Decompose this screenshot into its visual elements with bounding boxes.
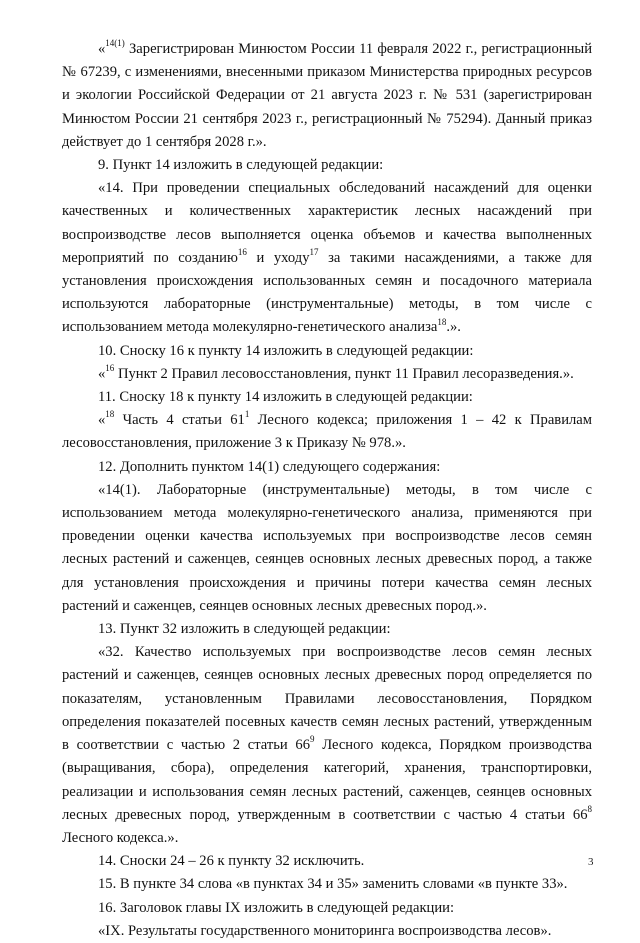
footnote-reference: 9 — [310, 734, 315, 745]
paragraph — [62, 386, 592, 409]
paragraph — [62, 873, 592, 896]
footnote-reference: 14(1) — [105, 38, 125, 49]
paragraph-text: Лесного кодекса; приложения 1 – 42 к Правилам лесовосстановления, приложение 3 к Приказу № 978.». — [62, 412, 592, 452]
paragraph-text: 11. Сноску 18 к пункту 14 изложить в следующей редакции: — [98, 389, 473, 406]
page-number: 3 — [588, 856, 594, 868]
footnote-reference: 17 — [309, 246, 319, 257]
paragraph — [62, 618, 592, 641]
paragraph-text: .». — [446, 319, 461, 336]
footnote-reference: 1 — [244, 409, 250, 420]
paragraph — [62, 177, 592, 339]
paragraph — [62, 38, 592, 154]
paragraph-text: Лесного кодекса.». — [62, 829, 179, 846]
paragraph-text: «14(1). Лабораторные (инструментальные) методы, в том числе с использованием метода молекулярно-генетического анализа, применяются при проведении оценки качества используемых при воспроизводстве лесов семян лесных растений и саженцев, сеянцев основных лесных древесных пород, а также для установления происхождения и причины потери качества семян лесных растений и саженцев, сеянцев основных лесных древесных пород.». — [62, 481, 592, 614]
paragraph — [62, 641, 592, 850]
document-body — [62, 38, 592, 943]
paragraph — [62, 363, 592, 386]
paragraph — [62, 920, 592, 943]
paragraph-text: « — [98, 41, 106, 57]
paragraph-text: «32. Качество используемых при воспроизводстве лесов семян лесных растений и саженцев, сеянцев основных лесных древесных пород определяется по показателям, установленным Правилами лесовосстановления, Порядком определения показателей посевных качеств семян лесных растений, утвержденным в соответствии с частью 2 статьи 66 — [62, 644, 592, 754]
paragraph-text: 12. Дополнить пунктом 14(1) следующего содержания: — [98, 458, 441, 475]
paragraph-text: 14. Сноски 24 – 26 к пункту 32 исключить. — [98, 853, 365, 870]
paragraph — [62, 456, 592, 479]
footnote-reference: 16 — [237, 246, 247, 257]
paragraph-text: 15. В пункте 34 слова «в пунктах 34 и 35» заменить словами «в пункте 33». — [98, 876, 568, 893]
paragraph-text: Зарегистрирован Минюстом России 11 февраля 2022 г., регистрационный № 67239, с изменениями, внесенными приказом Министерства природных ресурсов и экологии Российской Федерации от 21 августа 2023 г. № 531 (зарегистрирован Минюстом России 21 сентября 2023 г., регистрационный № 75294). Данный приказ действует до 1 сентября 2028 г.». — [62, 41, 592, 150]
paragraph-text: Часть 4 статьи 61 — [114, 412, 245, 429]
paragraph — [62, 154, 592, 177]
footnote-reference: 8 — [587, 803, 592, 814]
paragraph-text: 9. Пункт 14 изложить в следующей редакции: — [98, 157, 384, 174]
paragraph-text: «IX. Результаты государственного мониторинга воспроизводства лесов». — [98, 922, 552, 939]
footnote-reference: 16 — [105, 362, 115, 373]
paragraph — [62, 409, 592, 455]
paragraph — [62, 479, 592, 618]
paragraph-text: Лесного кодекса, Порядком производства (выращивания, сбора), определения категорий, хранения, транспортировки, реализации и использования семян лесных растений, саженцев, сеянцев основных лесных древесных пород, утвержденным в соответствии с частью 4 статьи 66 — [62, 737, 592, 823]
paragraph-text: 16. Заголовок главы IX изложить в следующей редакции: — [98, 899, 455, 916]
paragraph-text: « — [98, 365, 106, 382]
paragraph — [62, 850, 592, 873]
paragraph-text: «14. При проведении специальных обследований насаждений для оценки качественных и количественных характеристик лесных насаждений при воспроизводстве лесов выполняется оценка объемов и качества выполненных мероприятий по созданию — [62, 180, 592, 266]
paragraph-text: 13. Пункт 32 изложить в следующей редакции: — [98, 621, 391, 638]
paragraph-text: за такими насаждениями, а также для установления происхождения использованных семян и посадочного материала используются лабораторные (инструментальные) методы, в том числе с использованием метода молекулярно-генетического анализа — [62, 249, 592, 336]
paragraph-text: « — [98, 412, 106, 429]
paragraph-text: Пункт 2 Правил лесовосстановления, пункт 11 Правил лесоразведения.». — [114, 365, 574, 382]
footnote-reference: 18 — [437, 316, 447, 327]
paragraph — [62, 340, 592, 363]
paragraph — [62, 897, 592, 920]
footnote-reference: 18 — [105, 409, 115, 420]
paragraph-text: 10. Сноску 16 к пункту 14 изложить в следующей редакции: — [98, 342, 474, 359]
paragraph-text: и уходу — [246, 249, 310, 266]
